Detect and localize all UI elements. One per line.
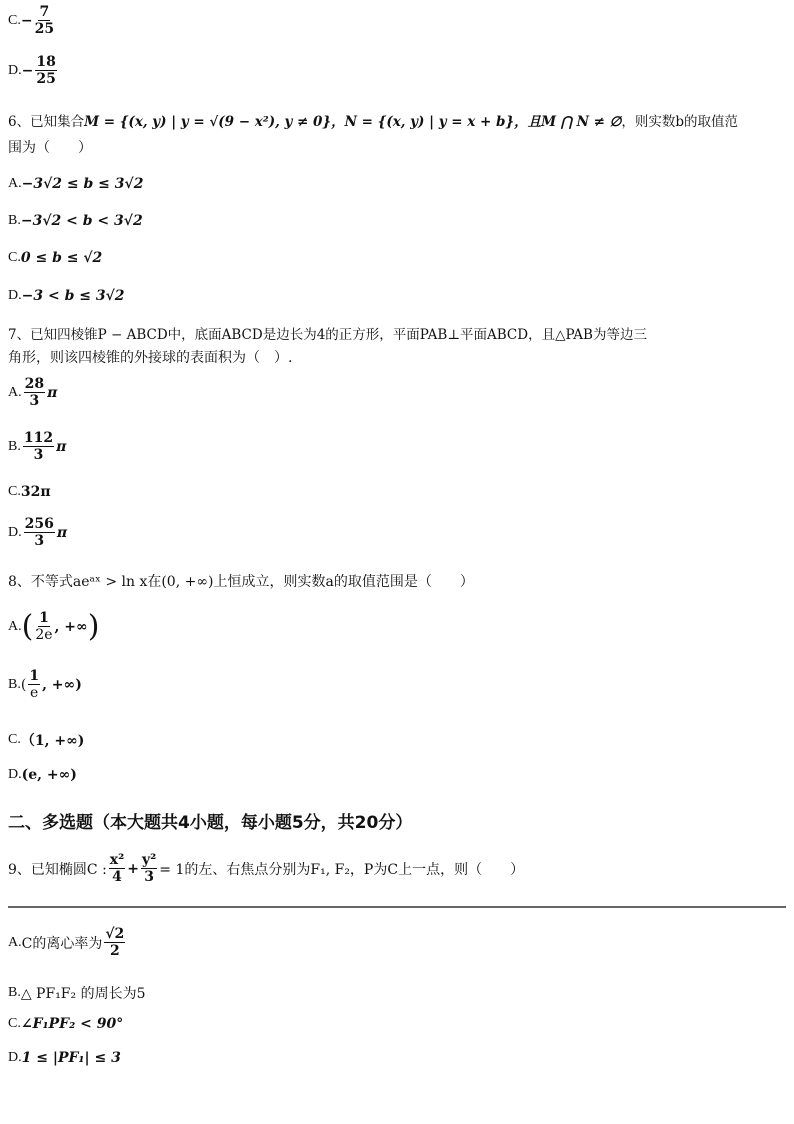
- denominator: 3: [29, 393, 40, 409]
- option-letter: B.: [8, 676, 21, 692]
- option-text: （1, +∞): [20, 733, 85, 749]
- close-paren: ): [87, 608, 100, 644]
- option-letter: C.: [8, 1016, 21, 1031]
- option-text: ∠F₁PF₂ < 90°: [20, 1016, 124, 1032]
- q5-option-c: [8, 4, 56, 37]
- set-n: ，N = {(x, y) | y = x + b}: [331, 114, 515, 130]
- q9-option-b: [8, 983, 146, 1003]
- option-text: 32π: [20, 484, 51, 500]
- q8-option-b: [8, 668, 82, 701]
- pi-symbol: π: [56, 438, 67, 455]
- q9-option-c: [8, 1016, 123, 1032]
- fraction: [35, 54, 56, 87]
- q6-option-b: [8, 213, 143, 229]
- intersection-condition: ，且M ⋂ N ≠ ∅: [514, 114, 622, 130]
- q7-stem-line2: 角形，则该四棱锥的外接球的表面积为（ ）.: [8, 350, 293, 366]
- q7-option-c: [8, 484, 51, 500]
- denominator: 3: [34, 533, 45, 549]
- divider: [8, 906, 786, 908]
- numerator: √2: [105, 926, 125, 942]
- denominator: 2: [109, 943, 120, 959]
- denominator: 3: [33, 447, 44, 463]
- denominator: 3: [144, 869, 155, 885]
- option-text: 0 ≤ b ≤ √2: [20, 250, 103, 266]
- q9-suffix: = 1的左、右焦点分别为F₁, F₂，P为C上一点，则（ ）: [159, 861, 525, 878]
- q6-suffix: ，则实数b的取值范: [621, 114, 739, 130]
- q5-option-d: [8, 54, 59, 87]
- numerator: 1: [39, 610, 49, 626]
- option-letter: A.: [8, 384, 22, 400]
- option-letter: D.: [8, 288, 22, 303]
- option-letter: B.: [8, 985, 21, 1000]
- section-heading: 二、多选题（本大题共4小题，每小题5分，共20分）: [8, 813, 413, 833]
- pi-symbol: π: [47, 384, 58, 401]
- option-text: −3√2 ≤ b ≤ 3√2: [21, 176, 144, 192]
- option-letter: D.: [8, 767, 22, 782]
- q8-option-c: [8, 730, 84, 750]
- fraction: [24, 376, 45, 409]
- option-letter: D.: [8, 1050, 22, 1065]
- option-letter: D.: [8, 62, 22, 78]
- option-text: −3√2 < b < 3√2: [20, 213, 143, 229]
- q6-stem-line1: [8, 112, 786, 132]
- option-text: △ PF₁F₂ 的周长为5: [20, 986, 146, 1002]
- denominator: e: [30, 685, 39, 701]
- q9-stem: [8, 852, 524, 885]
- q9-prefix: 9、已知椭圆C :: [8, 861, 107, 878]
- option-text: (e, +∞): [21, 767, 77, 783]
- minus-sign: −: [20, 12, 33, 29]
- pi-symbol: π: [56, 524, 68, 541]
- q6-prefix: 6、已知集合: [8, 114, 85, 130]
- set-m: M = {(x, y) | y = √(9 − x²), y ≠ 0}: [84, 114, 332, 130]
- option-tail: , +∞): [42, 676, 82, 693]
- fraction: [141, 852, 157, 885]
- denominator: 4: [112, 869, 122, 885]
- open-paren: (: [20, 676, 27, 693]
- fraction: [35, 610, 52, 643]
- fraction: [35, 4, 54, 37]
- q8-stem: 8、不等式aeᵃˣ > ln x在(0, +∞)上恒成立，则实数a的取值范围是（ ）: [8, 574, 474, 590]
- q7-option-d: [8, 516, 67, 549]
- q7-option-b: [8, 430, 66, 463]
- minus-sign: −: [21, 62, 34, 79]
- q8-option-d: [8, 767, 77, 783]
- numerator: y²: [142, 852, 157, 868]
- fraction: [24, 516, 55, 549]
- numerator: 1: [29, 668, 40, 684]
- plus-sign: +: [127, 860, 140, 877]
- fraction: [109, 852, 125, 885]
- option-letter: C.: [8, 732, 21, 747]
- option-letter: A.: [8, 618, 22, 634]
- fraction: [23, 430, 54, 463]
- option-letter: C.: [8, 250, 21, 265]
- numerator: 256: [24, 516, 54, 532]
- q9-option-a: [8, 926, 127, 959]
- option-tail: , +∞: [54, 618, 88, 635]
- numerator: 112: [23, 430, 54, 446]
- q9-option-d: [8, 1050, 121, 1066]
- option-text: −3 < b ≤ 3√2: [21, 288, 125, 304]
- q8-option-a: [8, 610, 99, 643]
- fraction: [104, 926, 125, 959]
- option-letter: C.: [8, 484, 21, 499]
- q6-option-c: [8, 250, 102, 266]
- option-text: 1 ≤ |PF₁| ≤ 3: [21, 1050, 121, 1066]
- denominator: 25: [36, 71, 56, 87]
- numerator: 18: [36, 54, 56, 70]
- option-text: C的离心率为: [21, 935, 103, 952]
- numerator: 7: [39, 4, 50, 20]
- fraction: [28, 668, 40, 701]
- numerator: x²: [109, 852, 125, 868]
- option-letter: D.: [8, 524, 22, 540]
- option-letter: A.: [8, 176, 22, 191]
- option-letter: B.: [8, 438, 21, 454]
- denominator: 25: [34, 21, 55, 37]
- q6-option-d: [8, 288, 125, 304]
- q6-option-a: [8, 176, 143, 192]
- open-paren: (: [21, 608, 34, 644]
- option-letter: C.: [8, 12, 21, 28]
- q7-option-a: [8, 376, 57, 409]
- numerator: 28: [24, 376, 45, 392]
- denominator: 2e: [35, 627, 53, 643]
- option-letter: A.: [8, 934, 22, 950]
- q6-stem-line2: 围为（ ）: [8, 140, 92, 156]
- q7-stem-line1: 7、已知四棱锥P − ABCD中，底面ABCD是边长为4的正方形，平面PAB⊥平面ABCD，且△PAB为等边三: [8, 327, 647, 343]
- option-letter: B.: [8, 213, 21, 228]
